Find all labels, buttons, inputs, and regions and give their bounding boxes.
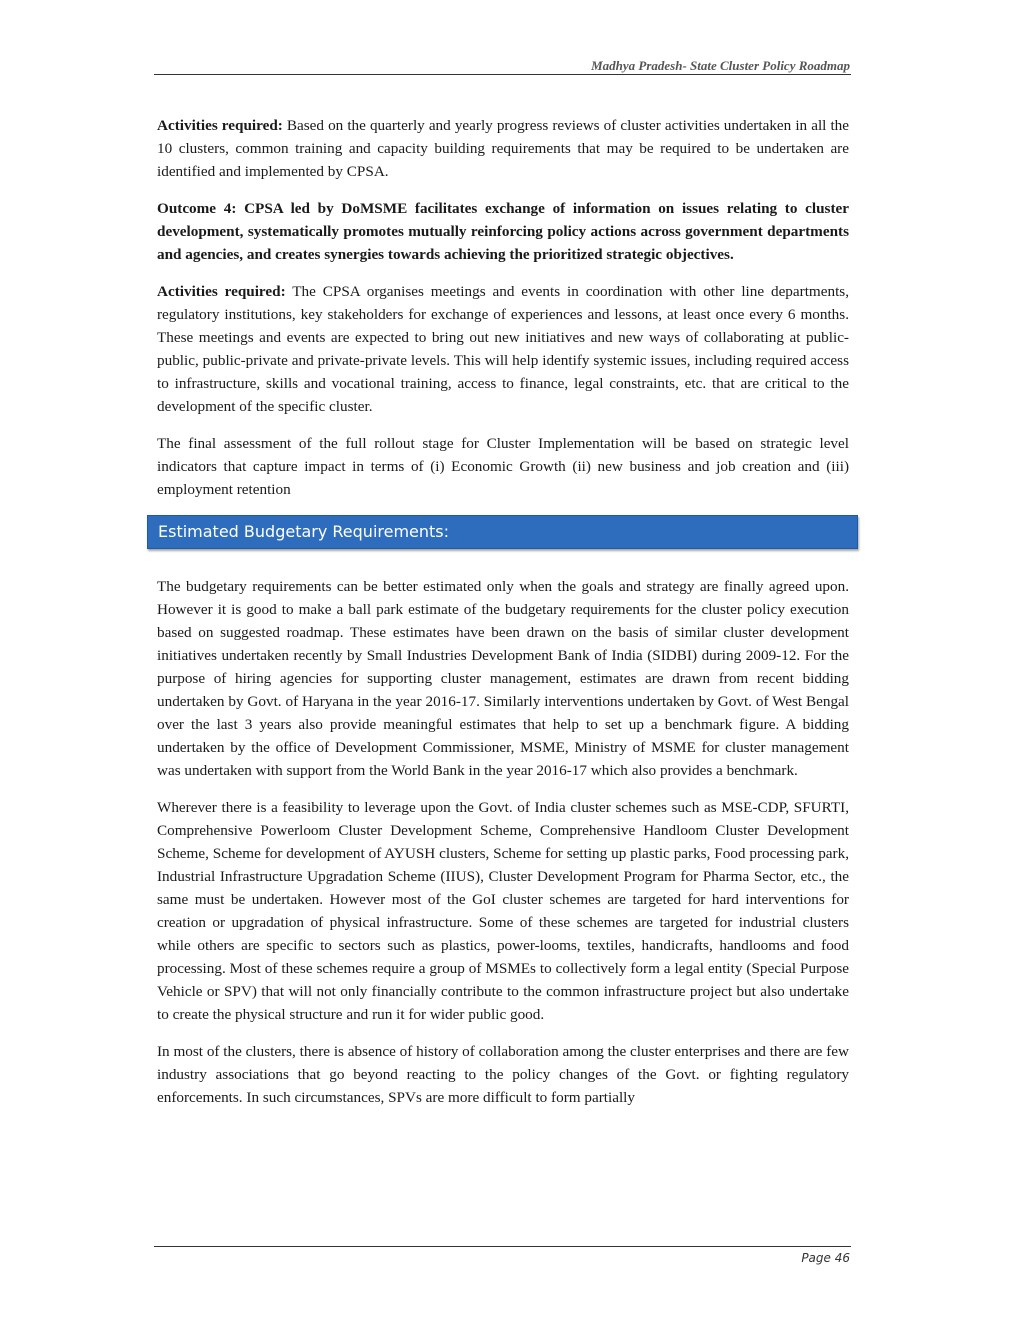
paragraph-activities-2 bbox=[157, 280, 849, 418]
paragraph-text: Based on the quarterly and yearly progress reviews of cluster activities undertaken in all the 10 clusters, common training and capacity building requirements that may be required to be undertaken are identified and implemented by CPSA. bbox=[157, 117, 849, 180]
section-heading-budgetary: Estimated Budgetary Requirements: bbox=[147, 515, 858, 549]
paragraph-clusters: In most of the clusters, there is absence of history of collaboration among the cluster enterprises and there are few industry associations that go beyond reacting to the policy changes of the Govt. or fighting regulatory enforcements. In such circumstances, SPVs are more difficult to form partially bbox=[157, 1043, 849, 1106]
header-divider bbox=[154, 74, 851, 75]
activities-label: Activities required: bbox=[157, 283, 286, 300]
paragraph-text: The CPSA organises meetings and events in coordination with other line departments, regulatory institutions, key stakeholders for exchange of experiences and lessons, at least once every 6 months. These meetings and events are expected to bring out new initiatives and new ways of collaborating at public-public, public-private and private-private levels. This will help identify systemic issues, including required access to infrastructure, skills and vocational training, access to finance, legal constraints, etc. that are critical to the development of the specific cluster. bbox=[157, 283, 849, 415]
running-header: Madhya Pradesh- State Cluster Policy Roadmap bbox=[591, 58, 850, 73]
activities-label: Activities required: bbox=[157, 117, 283, 134]
page-number: Page 46 bbox=[801, 1251, 850, 1265]
paragraph-budgetary: The budgetary requirements can be better estimated only when the goals and strategy are finally agreed upon. However it is good to make a ball park estimate of the budgetary requirements for the cluster policy execution based on suggested roadmap. These estimates have been drawn on the basis of similar cluster development initiatives undertaken recently by Small Industries Development Bank of India (SIDBI) during 2009-12. For the purpose of hiring agencies for supporting cluster management, estimates are drawn from recent bidding undertaken by Govt. of Haryana in the year 2016-17. Similarly interventions undertaken by Govt. of West Bengal over the last 3 years also provide meaningful estimates that help to set up a benchmark figure. A bidding undertaken by the office of Development Commissioner, MSME, Ministry of MSME for cluster management was undertaken with support from the World Bank in the year 2016-17 which also provides a benchmark. bbox=[157, 578, 849, 779]
paragraph-schemes: Wherever there is a feasibility to leverage upon the Govt. of India cluster schemes such as MSE-CDP, SFURTI, Comprehensive Powerloom Cluster Development Scheme, Comprehensive Handloom Cluster Development Scheme, Scheme for development of AYUSH clusters, Scheme for setting up plastic parks, Food processing park, Industrial Infrastructure Upgradation Scheme (IIUS), Cluster Development Program for Pharma Sector, etc., the same must be undertaken. However most of the GoI cluster schemes are targeted for hard interventions for creation or upgradation of physical infrastructure. Some of these schemes are targeted for industrial clusters while others are specific to sectors such as plastics, power-looms, textiles, handicrafts, handlooms and food processing. Most of these schemes require a group of MSMEs to collectively form a legal entity (Special Purpose Vehicle or SPV) that will not only financially contribute to the common infrastructure project but also undertake to create the physical structure and run it for wider public good. bbox=[157, 799, 849, 1023]
paragraph-final-assessment: The final assessment of the full rollout stage for Cluster Implementation will be based on strategic level indicators that capture impact in terms of (i) Economic Growth (ii) new business and job creation and (iii) employment retention bbox=[157, 435, 849, 498]
paragraph-activities-1 bbox=[157, 114, 849, 183]
outcome-text: Outcome 4: CPSA led by DoMSME facilitates exchange of information on issues relating to cluster development, systematically promotes mutually reinforcing policy actions across government departments and agencies, and creates synergies towards achieving the prioritized strategic objectives. bbox=[157, 200, 849, 263]
paragraph-outcome-4 bbox=[157, 197, 849, 266]
page-body bbox=[157, 114, 849, 1123]
footer-divider bbox=[154, 1246, 851, 1247]
